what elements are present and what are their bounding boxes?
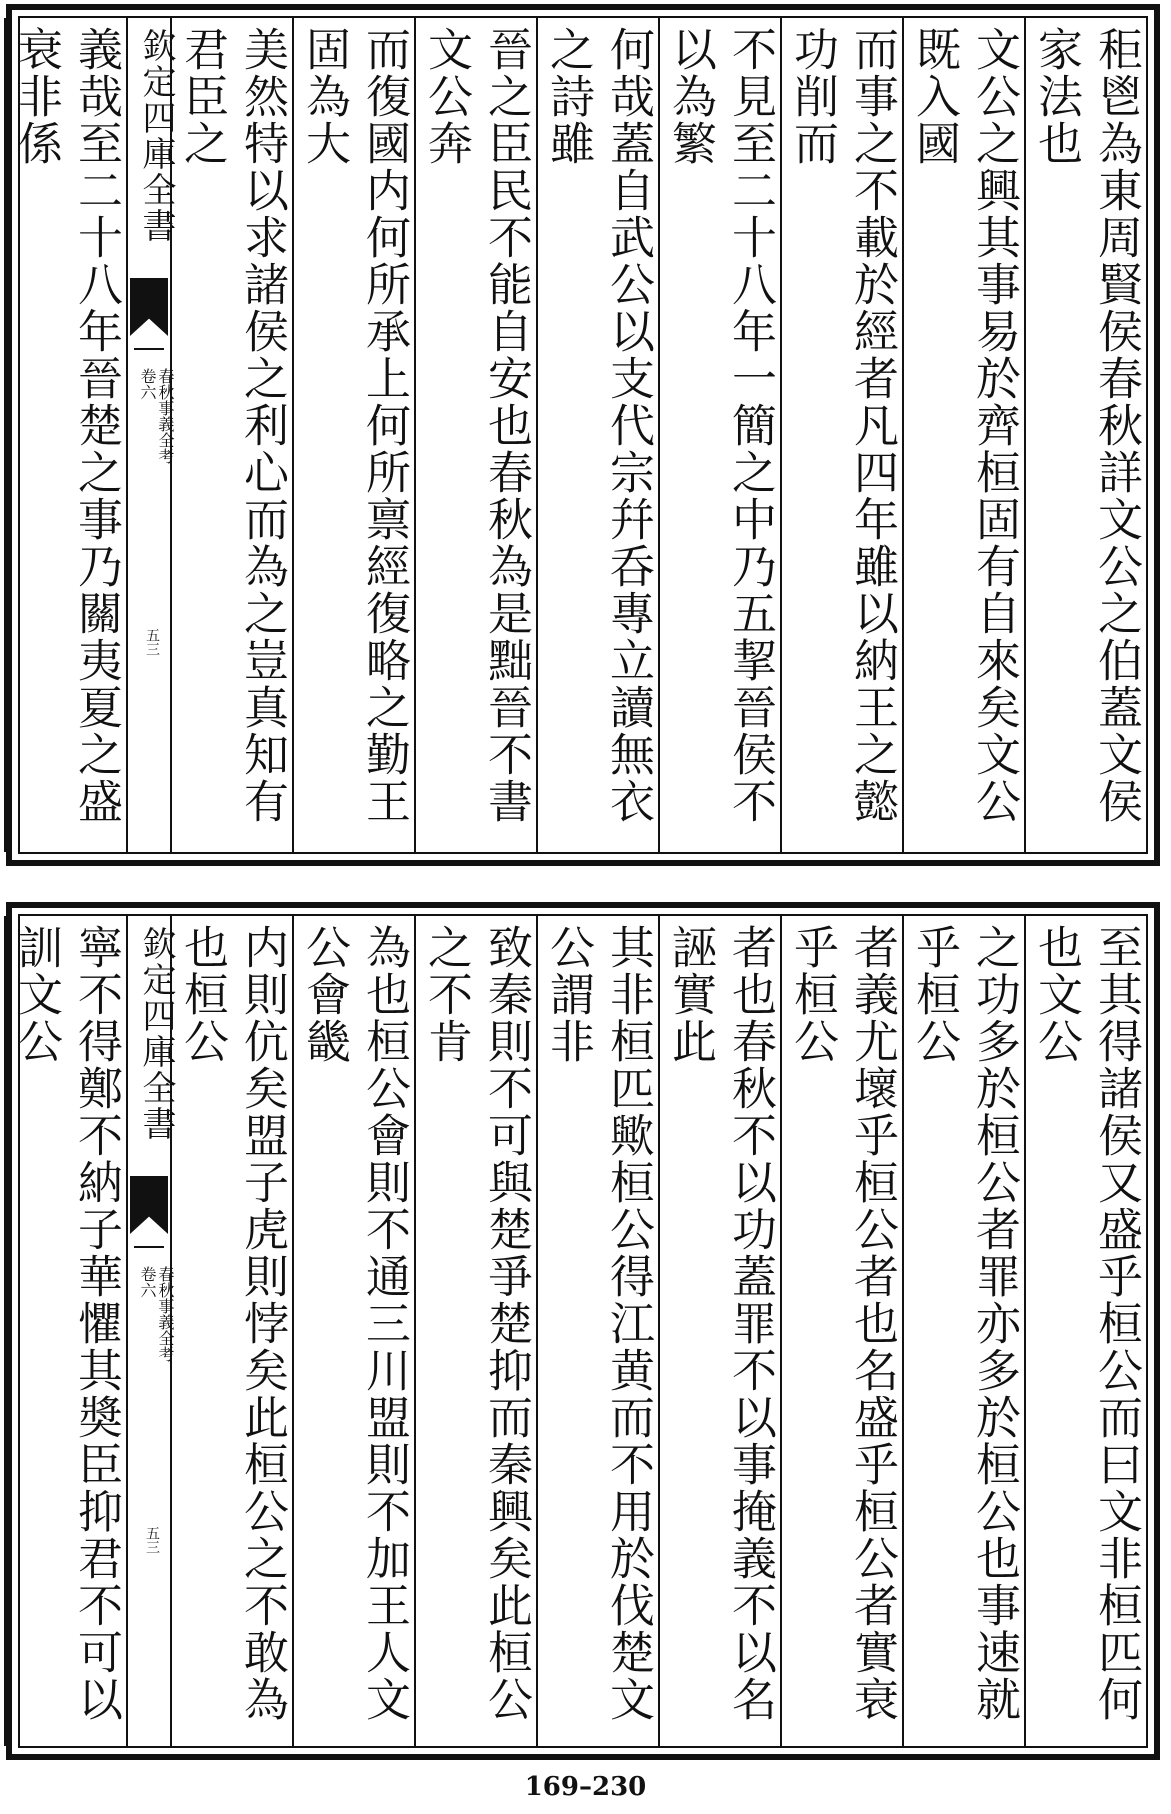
text-column: 義哉至二十八年晉楚之事乃關夷夏之盛衰非係 (4, 18, 126, 852)
library-title: 欽定四庫全書 (136, 926, 176, 1142)
text-column: 致秦則不可與楚爭楚抑而秦興矣此桓公之不肯 (414, 916, 536, 1746)
center-fold-label (126, 916, 176, 1746)
text-column: 其非桓匹歟桓公得江黄而不用於伐楚文公謂非 (536, 916, 658, 1746)
text-column: 至其得諸侯又盛乎桓公而曰文非桓匹何也文公 (1024, 916, 1146, 1746)
panel-frame (10, 914, 1148, 1748)
text-column: 内則伉矣盟子虎則悖矣此桓公之不敢為也桓公 (170, 916, 292, 1746)
folio-number: 五三 (144, 628, 160, 656)
text-column: 何哉蓋自武公以支代宗幷呑專立讀無衣之詩雖 (536, 18, 658, 852)
fishtail-mark (130, 1176, 168, 1234)
panel-frame (10, 16, 1148, 854)
text-column: 而事之不載於經者凡四年雖以納王之懿功削而 (780, 18, 902, 852)
page-panel-top (6, 4, 1160, 866)
text-column: 文公之興其事易於齊桓固有自來矣文公既入國 (902, 18, 1024, 852)
columns-bottom (10, 916, 1146, 1746)
fishtail-rule (134, 348, 164, 356)
fishtail-rule (134, 1246, 164, 1254)
book-title: 春秋事義全考 卷六 (138, 368, 175, 464)
text-column: 而復國内何所承上何所禀經復略之勤王固為大 (292, 18, 414, 852)
center-fold-label (126, 18, 176, 852)
text-column: 美然特以求諸侯之利心而為之豈真知有君臣之 (170, 18, 292, 852)
columns-top (10, 18, 1146, 852)
text-column: 不見至二十八年一簡之中乃五挈晉侯不以為繁 (658, 18, 780, 852)
text-column: 者也春秋不以功蓋罪不以事掩義不以名誣實此 (658, 916, 780, 1746)
folio-number: 五三 (144, 1526, 160, 1554)
fishtail-mark (130, 278, 168, 336)
text-column: 為也桓公會則不通三川盟則不加王人文公會畿 (292, 916, 414, 1746)
page-panel-bottom (6, 902, 1160, 1760)
text-column: 秬鬯為東周賢侯春秋詳文公之伯蓋文侯家法也 (1024, 18, 1146, 852)
text-column: 晉之臣民不能自安也春秋為是黜晉不書文公奔 (414, 18, 536, 852)
page-number-footer: 169–230 (524, 1772, 647, 1802)
text-column: 之功多於桓公者罪亦多於桓公也事速就乎桓公 (902, 916, 1024, 1746)
text-column: 者義尤壞乎桓公者也名盛乎桓公者實衰乎桓公 (780, 916, 902, 1746)
library-title: 欽定四庫全書 (136, 28, 176, 244)
text-column: 寧不得鄭不納子華懼其奬臣抑君不可以訓文公 (4, 916, 126, 1746)
book-title: 春秋事義全考 卷六 (138, 1266, 175, 1362)
